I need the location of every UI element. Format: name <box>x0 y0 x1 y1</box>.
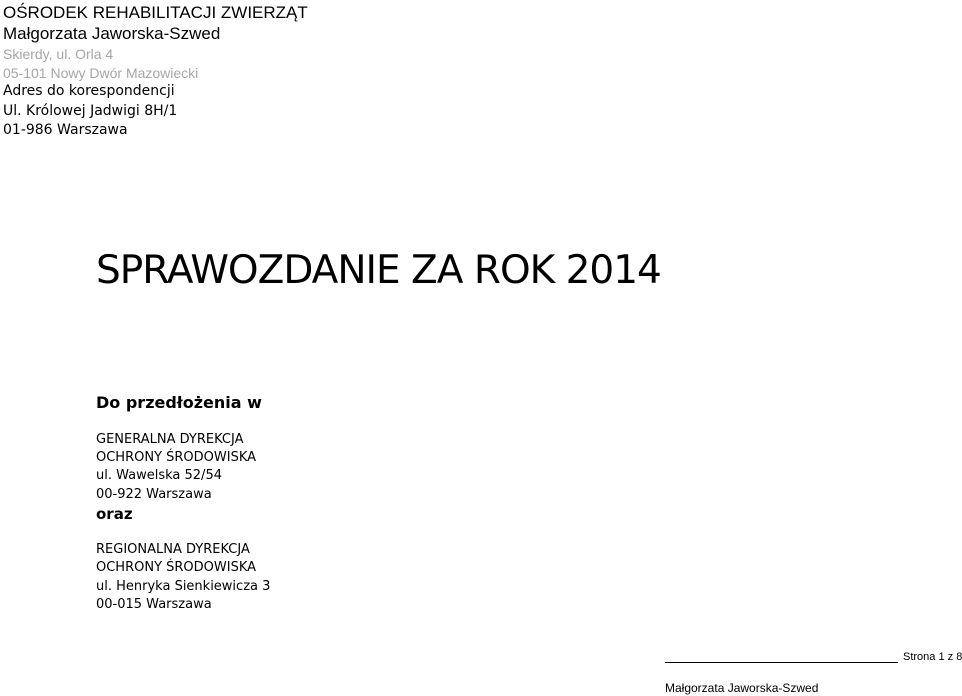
recipient-1-line-4: 00-922 Warszawa <box>96 487 212 502</box>
correspondence-line-2: 01-986 Warszawa <box>3 122 128 138</box>
page-current: 1 <box>938 651 945 663</box>
correspondence-label: Adres do korespondencji <box>3 83 175 99</box>
recipient-1-line-3: ul. Wawelska 52/54 <box>96 468 222 483</box>
recipient-2-line-4: 00-015 Warszawa <box>96 597 212 612</box>
recipient-2-line-3: ul. Henryka Sienkiewicza 3 <box>96 579 271 594</box>
address-line-1: Skierdy, ul. Orla 4 <box>3 46 114 62</box>
organization-name: OŚRODEK REHABILITACJI ZWIERZĄT <box>3 3 308 22</box>
recipient-2-line-2: OCHRONY ŚRODOWISKA <box>96 560 257 575</box>
page-indicator <box>903 651 962 663</box>
address-line-2: 05-101 Nowy Dwór Mazowiecki <box>3 65 199 81</box>
recipient-1-line-1: GENERALNA DYREKCJA <box>96 432 244 447</box>
conjunction: oraz <box>96 505 133 523</box>
submission-label: Do przedłożenia w <box>96 393 262 412</box>
footer-rule <box>665 662 898 663</box>
person-name: Małgorzata Jaworska-Szwed <box>3 24 221 43</box>
page-prefix: Strona <box>903 651 936 663</box>
correspondence-line-1: Ul. Królowej Jadwigi 8H/1 <box>3 103 178 119</box>
page-total: 8 <box>956 651 962 663</box>
footer-signature-name: Małgorzata Jaworska-Szwed <box>665 681 819 695</box>
recipient-1-line-2: OCHRONY ŚRODOWISKA <box>96 450 257 465</box>
page-separator: z <box>947 651 954 663</box>
recipient-2-line-1: REGIONALNA DYREKCJA <box>96 542 250 557</box>
report-title: SPRAWOZDANIE ZA ROK 2014 <box>96 248 661 293</box>
